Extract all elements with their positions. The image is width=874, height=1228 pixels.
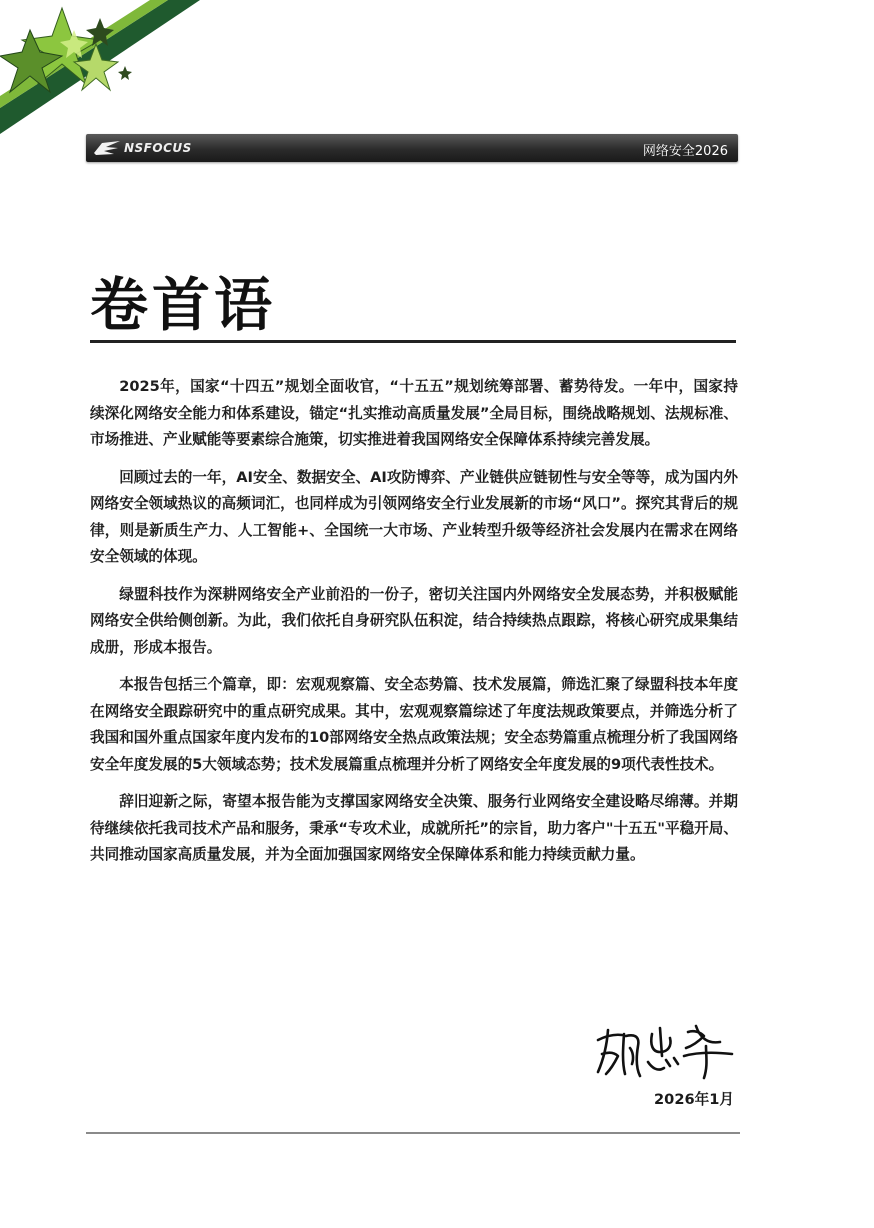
page-title: 卷首语 — [90, 271, 277, 339]
paragraph-1: 2025年，国家“十四五”规划全面收官，“十五五”规划统筹部署、蓄势待发。一年中，国家持续深化网络安全能力和体系建设，锚定“扎实推动高质量发展”全局目标，围绕战略规划、法规标准、市场推进、产业赋能等要素综合施策，切实推进着我国网络安全保障体系持续完善发展。 — [90, 378, 738, 448]
title-divider — [90, 340, 736, 343]
preface-body — [90, 374, 738, 880]
nsfocus-logo — [92, 138, 192, 158]
paragraph-5: 辞旧迎新之际，寄望本报告能为支撑国家网络安全决策、服务行业网络安全建设略尽绵薄。并期待继续依托我司技术产品和服务，秉承“专攻术业，成就所托”的宗旨，助力客户"十五五"平稳开局、共同推动国家高质量发展，并为全面加强国家网络安全保障体系和能力持续贡献力量。 — [90, 793, 738, 863]
corner-star-graphic — [0, 0, 200, 140]
paragraph-3: 绿盟科技作为深耕网络安全产业前沿的一份子，密切关注国内外网络安全发展态势，并积极赋能网络安全供给侧创新。为此，我们依托自身研究队伍积淀，结合持续热点跟踪，将核心研究成果集结成册，形成本报告。 — [90, 585, 738, 656]
publication-label: 网络安全2026 — [642, 144, 728, 159]
sign-date: 2026年1月 — [654, 1091, 734, 1108]
logo-text: NSFOCUS — [124, 141, 192, 155]
header-bar — [86, 134, 738, 162]
paragraph-2: 回顾过去的一年，AI安全、数据安全、AI攻防博弈、产业链供应链韧性与安全等等，成为国内外网络安全领域热议的高频词汇，也同样成为引领网络安全行业发展新的市场“风口”。探究其背后的规律，则是新质生产力、人工智能+、全国统一大市场、产业转型升级等经济社会发展内在需求在网络安全领域的体现。 — [90, 468, 738, 565]
footer-divider — [86, 1132, 740, 1134]
paragraph-4: 本报告包括三个篇章，即：宏观观察篇、安全态势篇、技术发展篇，筛选汇聚了绿盟科技本年度在网络安全跟踪研究中的重点研究成果。其中，宏观观察篇综述了年度法规政策要点，并筛选分析了我国和国外重点国家年度内发布的10部网络安全热点政策法规；安全态势篇重点梳理分析了我国网络安全年度发展的5大领域态势；技术发展篇重点梳理并分析了网络安全年度发展的9项代表性技术。 — [90, 676, 738, 773]
logo-wing-icon — [92, 139, 122, 157]
handwritten-signature — [592, 1022, 744, 1080]
